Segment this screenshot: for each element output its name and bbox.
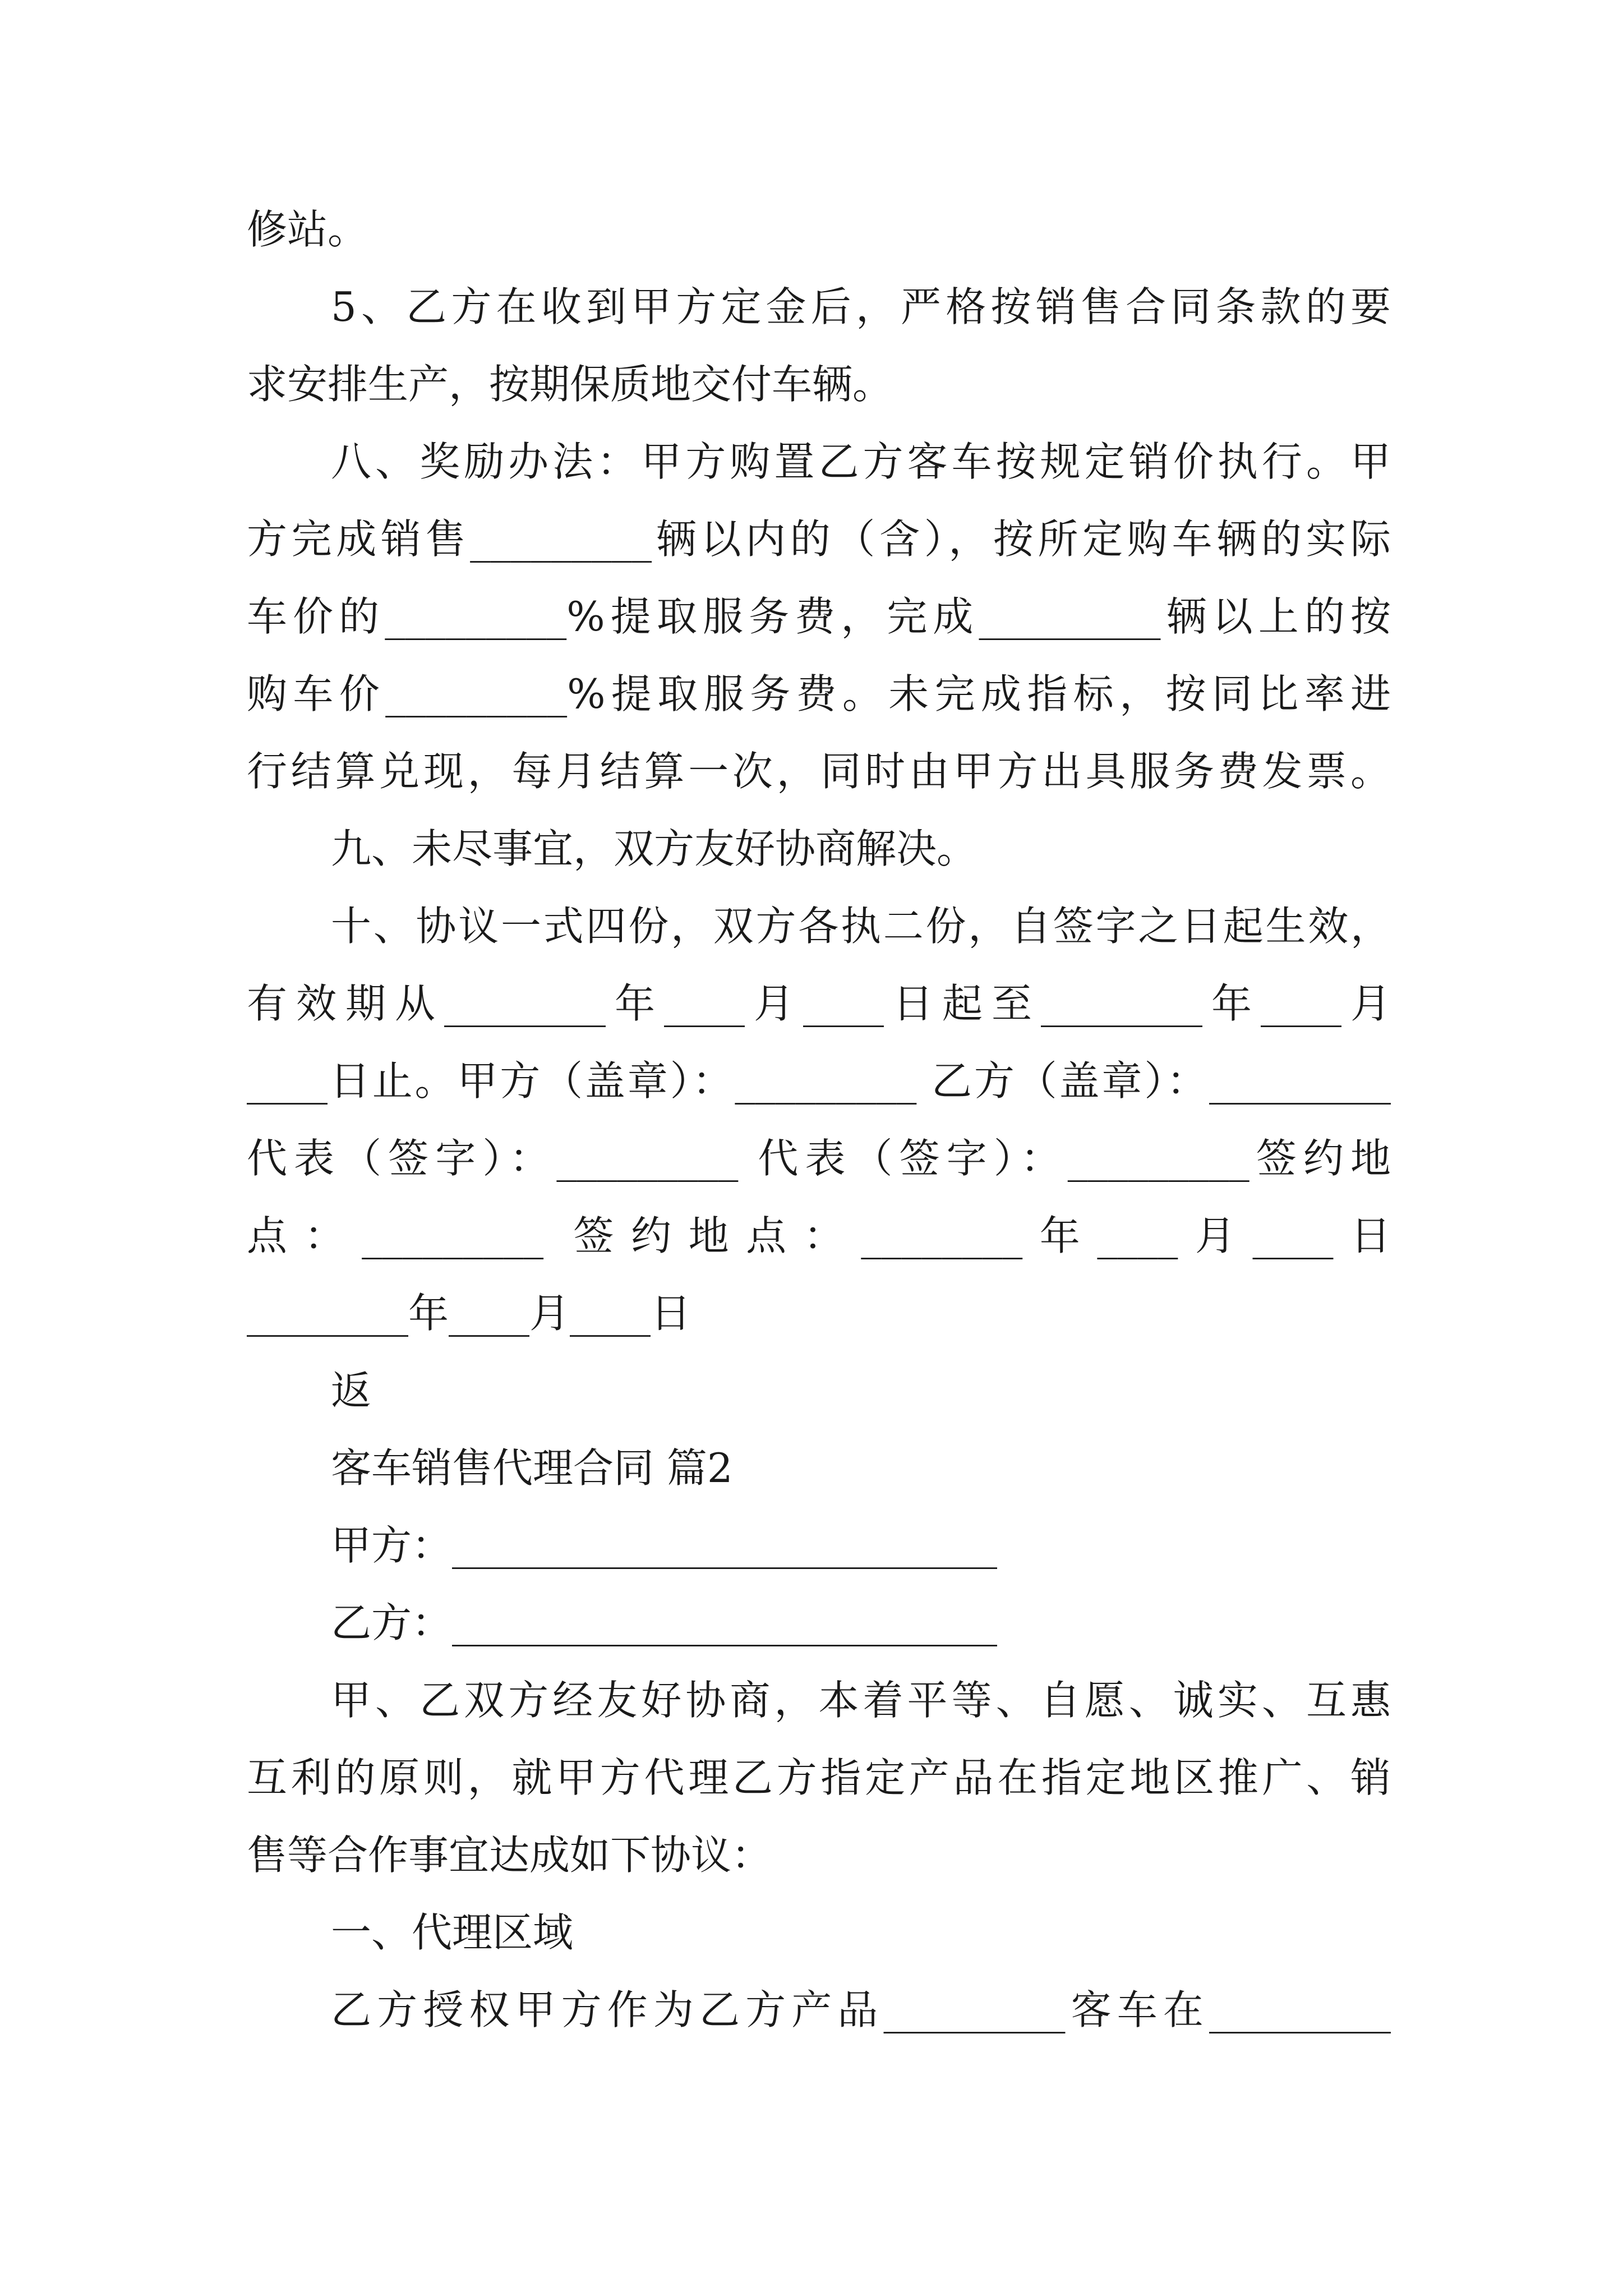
- text-line: 行结算兑现，每月结算一次，同时由甲方出具服务费发票。: [247, 748, 1391, 795]
- text-line: 九、未尽事宜，双方友好协商解决。: [331, 825, 978, 872]
- text-line: 甲、乙双方经友好协商，本着平等、自愿、诚实、互惠: [331, 1677, 1391, 1724]
- text-line: 十、协议一式四份，双方各执二份，自签字之日起生效，: [331, 903, 1391, 950]
- section-heading: 客车销售代理合同 篇2: [331, 1444, 733, 1492]
- text-line: 有效期从________年____月____日起至________年____月: [247, 980, 1391, 1027]
- text-line: ________年____月____日: [247, 1290, 691, 1337]
- party-a-line: 甲方：___________________________: [331, 1522, 998, 1569]
- contract-text: [247, 191, 1391, 2049]
- text-line: 代表（签字）：_________ 代表（签字）：_________签约地: [247, 1135, 1391, 1182]
- clause-heading: 一、代理区域: [331, 1909, 574, 1956]
- text-line: 售等合作事宜达成如下协议：: [247, 1832, 772, 1879]
- text-line: 修站。: [247, 206, 368, 253]
- text-line: 购车价_________%提取服务费。未完成指标，按同比率进: [247, 670, 1391, 717]
- text-line: 求安排生产，按期保质地交付车辆。: [247, 361, 893, 408]
- text-line: 乙方授权甲方作为乙方产品_________客车在_________: [331, 1986, 1391, 2033]
- text-line: ____日止。甲方（盖章）：_________ 乙方（盖章）：_________: [247, 1057, 1391, 1105]
- text-line: 互利的原则，就甲方代理乙方指定产品在指定地区推广、销: [247, 1754, 1391, 1801]
- party-b-line: 乙方：___________________________: [331, 1599, 998, 1646]
- text-line: 八、奖励办法：甲方购置乙方客车按规定销价执行。甲: [331, 438, 1391, 485]
- text-line: 5、乙方在收到甲方定金后，严格按销售合同条款的要: [331, 283, 1391, 330]
- text-line: 车价的_________%提取服务费，完成_________辆以上的按: [247, 593, 1391, 640]
- text-line: 方完成销售_________辆以内的（含），按所定购车辆的实际: [247, 516, 1391, 563]
- text-line: 返: [331, 1367, 372, 1414]
- text-line: 点：_________ 签约地点：________年____月____日: [247, 1212, 1391, 1259]
